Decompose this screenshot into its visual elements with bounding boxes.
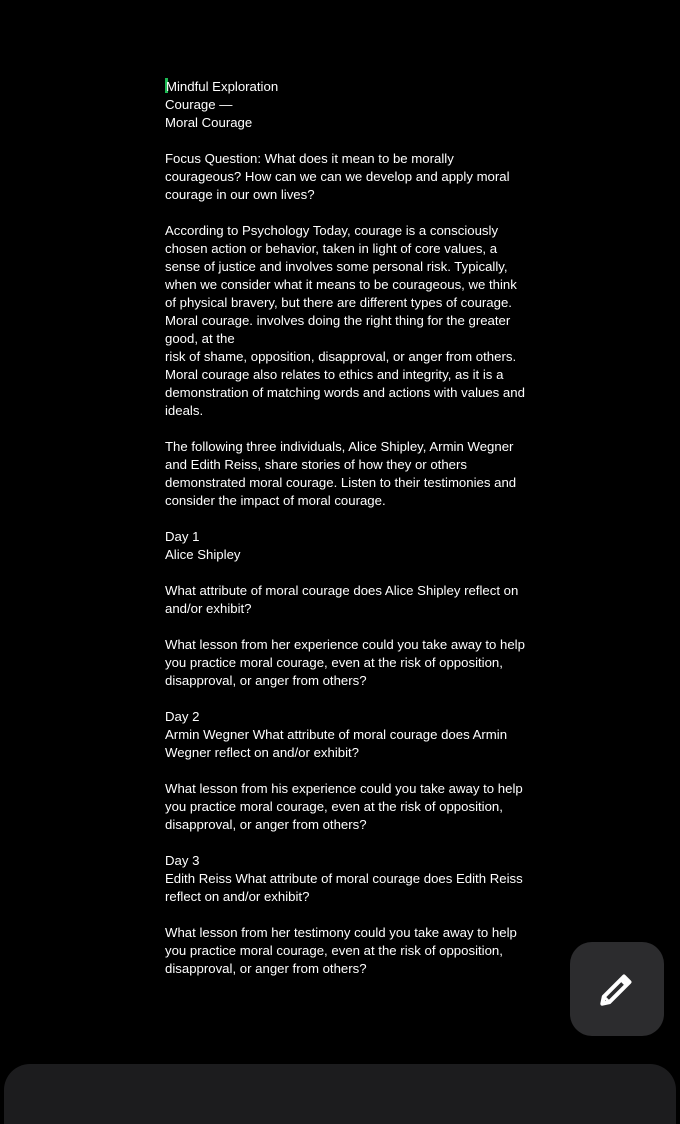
document-body[interactable] (165, 78, 545, 996)
day1-question-1 (165, 582, 545, 618)
definition-line: good, at the (165, 331, 235, 346)
question-line: Armin Wegner What attribute of moral courage does Armin (165, 727, 508, 742)
title-block (165, 78, 545, 132)
question-line: and/or exhibit? (165, 601, 252, 616)
definition-line: when we consider what it means to be courageous, we think (165, 277, 517, 292)
definition-line: sense of justice and involves some personal risk. Typically, (165, 259, 508, 274)
question-line: Wegner reflect on and/or exhibit? (165, 745, 360, 760)
definition-line: demonstration of matching words and actions with values and (165, 385, 525, 400)
definition-line: Moral courage also relates to ethics and integrity, as it is a (165, 367, 504, 382)
title-line-1: Mindful Exploration (166, 79, 279, 94)
question-line: disapproval, or anger from others? (165, 961, 367, 976)
intro-line: The following three individuals, Alice Shipley, Armin Wegner (165, 439, 514, 454)
day3-question-2 (165, 924, 545, 978)
intro-line: demonstrated moral courage. Listen to their testimonies and (165, 475, 517, 490)
question-line: disapproval, or anger from others? (165, 817, 367, 832)
focus-question (165, 150, 545, 204)
definition-line: of physical bravery, but there are different types of courage. (165, 295, 512, 310)
intro-line: and Edith Reiss, share stories of how they or others (165, 457, 467, 472)
day1-heading (165, 528, 545, 564)
definition-line: chosen action or behavior, taken in light of core values, a (165, 241, 498, 256)
definition-paragraph (165, 222, 545, 420)
question-line: What lesson from her experience could you take away to help (165, 637, 525, 652)
question-line: reflect on and/or exhibit? (165, 889, 310, 904)
focus-line: courage in our own lives? (165, 187, 315, 202)
day1-label: Day 1 (165, 529, 200, 544)
intro-line: consider the impact of moral courage. (165, 493, 386, 508)
definition-line: Moral courage. involves doing the right thing for the greater (165, 313, 511, 328)
focus-line: courageous? How can we can we develop and apply moral (165, 169, 510, 184)
edit-button[interactable] (570, 942, 664, 1036)
pencil-icon (595, 967, 639, 1011)
question-line: you practice moral courage, even at the risk of opposition, (165, 943, 503, 958)
bottom-sheet-handle[interactable] (4, 1064, 676, 1124)
day2-label: Day 2 (165, 709, 200, 724)
question-line: What attribute of moral courage does Alice Shipley reflect on (165, 583, 519, 598)
question-line: you practice moral courage, even at the risk of opposition, (165, 655, 503, 670)
focus-line: Focus Question: What does it mean to be morally (165, 151, 454, 166)
title-line-3: Moral Courage (165, 115, 253, 130)
definition-line: risk of shame, opposition, disapproval, or anger from others. (165, 349, 517, 364)
day1-question-2 (165, 636, 545, 690)
intro-paragraph (165, 438, 545, 510)
question-line: Edith Reiss What attribute of moral courage does Edith Reiss (165, 871, 523, 886)
day3-heading (165, 852, 545, 906)
day1-person: Alice Shipley (165, 547, 241, 562)
day2-question-2 (165, 780, 545, 834)
question-line: What lesson from her testimony could you take away to help (165, 925, 517, 940)
definition-line: ideals. (165, 403, 204, 418)
title-line-2: Courage — (165, 97, 233, 112)
day3-label: Day 3 (165, 853, 200, 868)
question-line: What lesson from his experience could you take away to help (165, 781, 523, 796)
definition-line: According to Psychology Today, courage is a consciously (165, 223, 499, 238)
question-line: disapproval, or anger from others? (165, 673, 367, 688)
day2-heading (165, 708, 545, 762)
question-line: you practice moral courage, even at the risk of opposition, (165, 799, 503, 814)
